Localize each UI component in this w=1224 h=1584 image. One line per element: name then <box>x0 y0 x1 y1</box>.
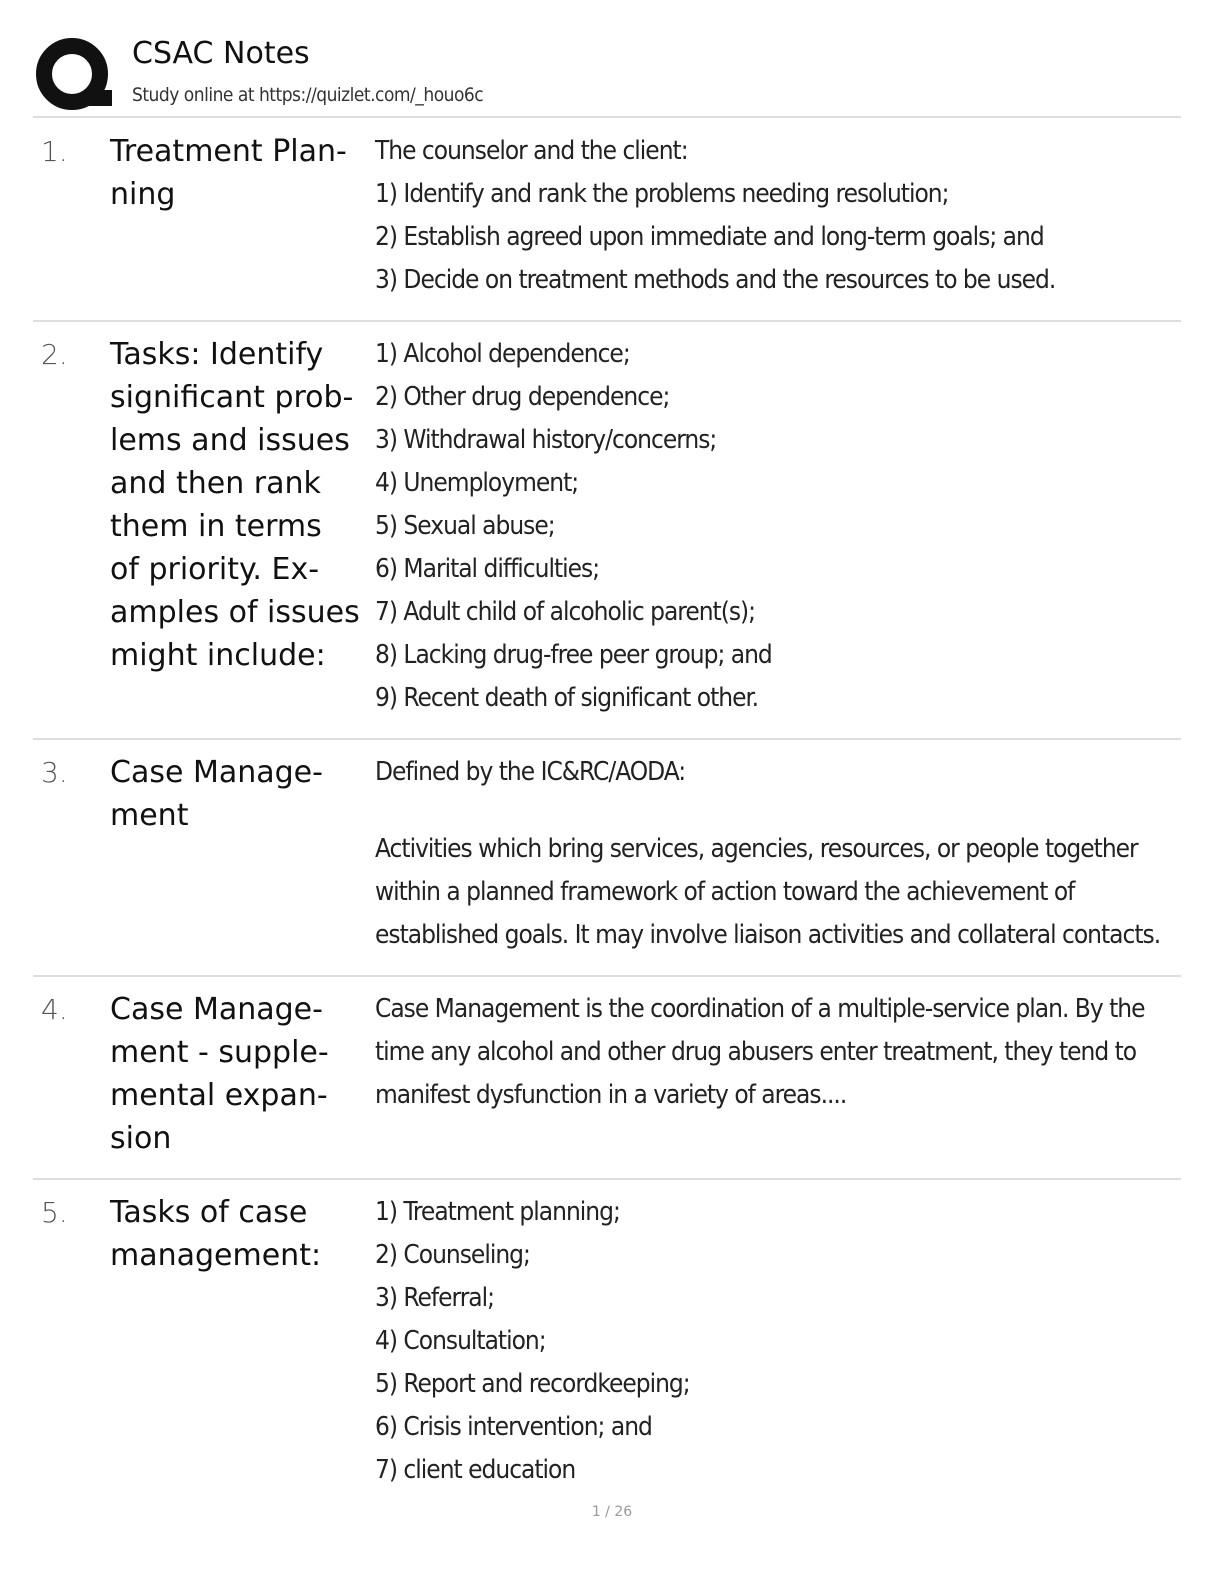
term-line: them in terms <box>110 509 322 544</box>
definition-line: 2) Establish agreed upon immediate and long-term goals; and <box>375 222 1044 252</box>
card-number: 5. <box>41 1196 68 1229</box>
definition-line: 4) Unemployment; <box>375 468 579 498</box>
definition-line: 6) Marital difficulties; <box>375 554 600 584</box>
card-divider <box>33 975 1181 977</box>
card-definition <box>375 333 1175 720</box>
card-term <box>110 751 360 837</box>
document-title: CSAC Notes <box>132 36 310 71</box>
term-line: management: <box>110 1238 322 1273</box>
study-online-link-text: Study online at https://quizlet.com/_houo6c <box>132 84 484 106</box>
definition-line: 5) Report and recordkeeping; <box>375 1369 690 1399</box>
card-definition <box>375 751 1175 957</box>
definition-line: 3) Withdrawal history/concerns; <box>375 425 717 455</box>
card-number: 4. <box>41 993 68 1026</box>
card-divider <box>33 1178 1181 1180</box>
flashcard-2 <box>33 333 1181 723</box>
definition-line: 3) Decide on treatment methods and the resources to be used. <box>375 265 1056 295</box>
card-number: 2. <box>41 338 68 371</box>
card-term <box>110 130 360 216</box>
definition-line: 6) Crisis intervention; and <box>375 1412 652 1442</box>
document-header <box>30 28 1180 118</box>
term-line: ment - supple- <box>110 1035 329 1070</box>
term-line: and then rank <box>110 466 321 501</box>
flashcard-5 <box>33 1191 1181 1496</box>
term-line: Case Manage- <box>110 755 323 790</box>
definition-paragraph: Case Management is the coordination of a multiple-service plan. By the time any alcohol and other drug abusers enter treatment, they tend to manifest dysfunction in a variety of areas.... <box>375 994 1145 1110</box>
term-line: of priority. Ex- <box>110 552 320 587</box>
term-line: lems and issues <box>110 423 350 458</box>
definition-line: 7) client education <box>375 1455 576 1485</box>
term-line: amples of issues <box>110 595 360 630</box>
flashcard-1 <box>33 130 1181 310</box>
definition-intro: Defined by the IC&RC/AODA: <box>375 757 686 787</box>
card-term <box>110 1191 360 1277</box>
card-term <box>110 988 360 1160</box>
card-term <box>110 333 360 677</box>
page-indicator: 1 / 26 <box>591 1504 633 1520</box>
term-line: Tasks: Identify <box>110 337 324 372</box>
card-number: 3. <box>41 756 68 789</box>
term-line: significant prob- <box>110 380 354 415</box>
definition-line: 1) Identify and rank the problems needing resolution; <box>375 179 949 209</box>
card-number: 1. <box>41 135 68 168</box>
card-divider <box>33 320 1181 322</box>
term-line: Treatment Plan- <box>110 134 347 169</box>
term-line: sion <box>110 1121 172 1156</box>
card-definition <box>375 130 1175 302</box>
flashcard-3 <box>33 751 1181 966</box>
definition-line: 1) Treatment planning; <box>375 1197 620 1227</box>
definition-line: The counselor and the client: <box>375 136 688 166</box>
term-line: ning <box>110 177 176 212</box>
definition-line: 9) Recent death of significant other. <box>375 683 759 713</box>
term-line: Case Manage- <box>110 992 323 1027</box>
term-line: Tasks of case <box>110 1195 308 1230</box>
term-line: ment <box>110 798 189 833</box>
quizlet-q-icon <box>34 36 114 116</box>
paragraph-gap <box>375 794 1175 828</box>
card-definition <box>375 1191 1175 1492</box>
definition-line: 2) Other drug dependence; <box>375 382 670 412</box>
card-definition <box>375 988 1175 1117</box>
term-line: mental expan- <box>110 1078 328 1113</box>
header-divider <box>33 116 1181 118</box>
definition-line: 5) Sexual abuse; <box>375 511 555 541</box>
definition-line: 4) Consultation; <box>375 1326 546 1356</box>
definition-line: 1) Alcohol dependence; <box>375 339 630 369</box>
definition-line: 3) Referral; <box>375 1283 495 1313</box>
term-line: might include: <box>110 638 326 673</box>
flashcard-4 <box>33 988 1181 1168</box>
card-divider <box>33 738 1181 740</box>
definition-line: 2) Counseling; <box>375 1240 530 1270</box>
definition-paragraph: Activities which bring services, agencies, resources, or people together within a planned framework of action toward the achievement of established goals. It may involve liaison activities and collateral contacts. <box>375 834 1161 950</box>
definition-line: 8) Lacking drug-free peer group; and <box>375 640 772 670</box>
definition-line: 7) Adult child of alcoholic parent(s); <box>375 597 756 627</box>
